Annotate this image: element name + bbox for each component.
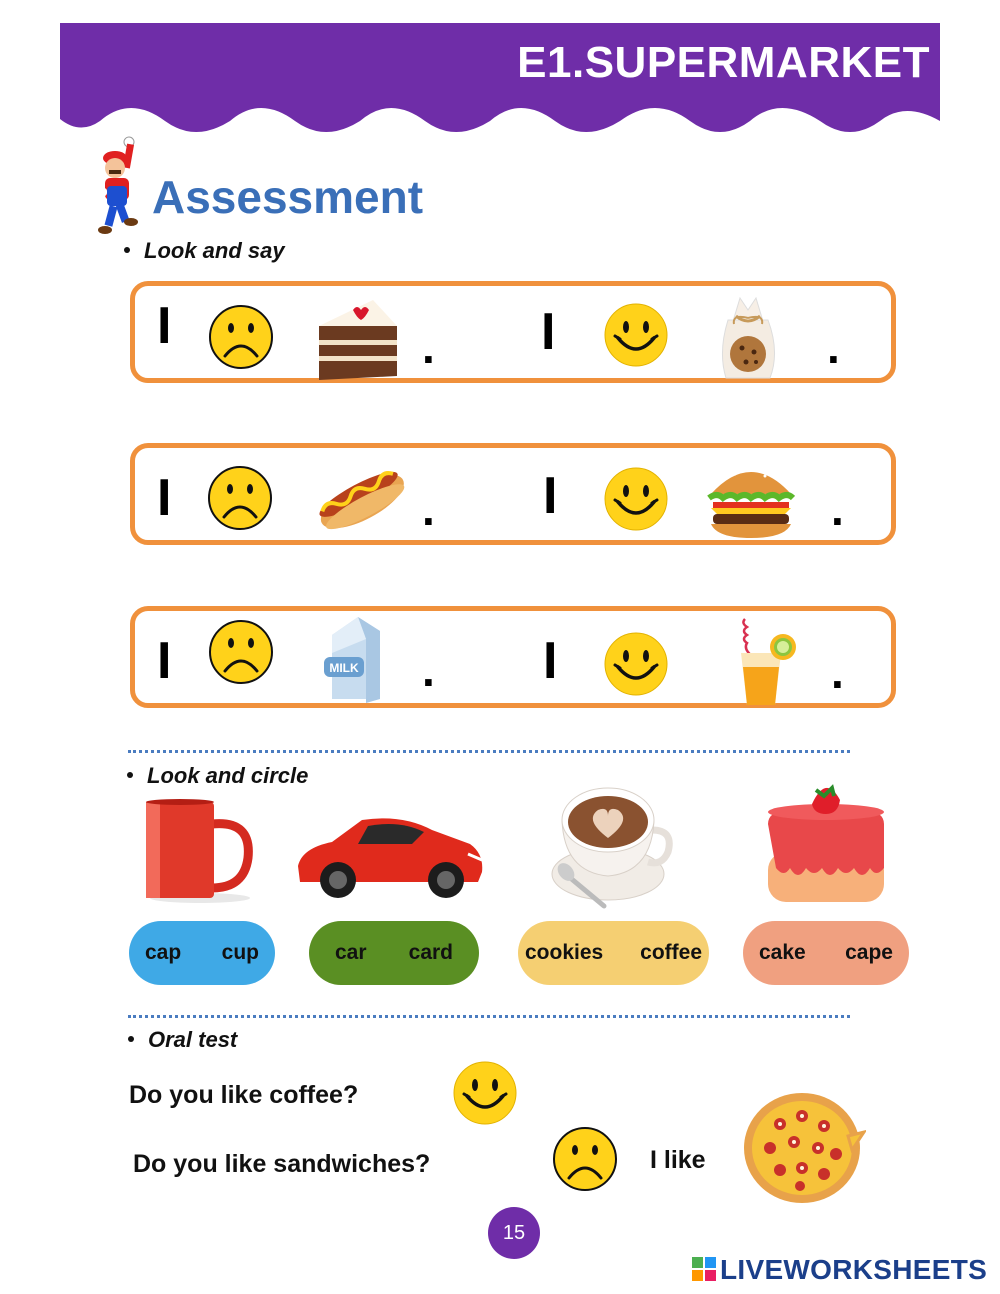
strawberry-cake-icon <box>760 784 892 912</box>
pronoun: I <box>157 632 172 690</box>
page-title: E1.SUPERMARKET <box>517 38 930 87</box>
bullet-icon <box>128 1036 134 1042</box>
pronoun: I <box>541 303 556 361</box>
sad-face-icon <box>207 465 273 531</box>
word-choice-3 <box>518 921 709 985</box>
smiley-face-icon <box>603 302 669 368</box>
option-card[interactable]: card <box>408 941 453 964</box>
sad-face-icon <box>208 619 274 685</box>
sentence-period: . <box>422 644 435 696</box>
sentence-row-2 <box>130 443 896 545</box>
oral-test-heading <box>128 1027 237 1053</box>
pronoun: I <box>157 469 172 527</box>
coffee-cup-icon <box>548 780 674 916</box>
look-and-say-heading <box>124 238 285 264</box>
hot-dog-icon <box>310 456 410 538</box>
bullet-icon <box>124 247 130 253</box>
section-divider <box>128 750 850 753</box>
liveworksheets-logo-icon <box>692 1257 716 1281</box>
red-cup-icon <box>140 798 256 906</box>
option-cup[interactable]: cup <box>221 941 259 964</box>
option-cape[interactable]: cape <box>845 941 893 964</box>
pronoun: I <box>543 632 558 690</box>
sentence-period: . <box>831 483 844 535</box>
sentence-row-3 <box>130 606 896 708</box>
page-number: 15 <box>488 1207 540 1259</box>
sad-face-icon <box>208 304 274 370</box>
hamburger-icon <box>705 454 797 540</box>
pronoun: I <box>157 297 172 355</box>
sad-face-icon <box>552 1126 618 1192</box>
cookie-bag-icon <box>710 292 786 382</box>
heading-text: Look and circle <box>147 763 309 788</box>
answer-i-like: I like <box>650 1146 706 1174</box>
heading-text: Look and say <box>144 238 285 263</box>
orange-juice-icon <box>733 613 803 705</box>
sentence-period: . <box>422 321 435 373</box>
word-choice-2 <box>309 921 479 985</box>
brand-name[interactable]: LIVEWORKSHEETS <box>720 1254 988 1285</box>
question-sandwiches: Do you like sandwiches? <box>133 1150 431 1178</box>
option-cap[interactable]: cap <box>145 941 182 964</box>
bullet-icon <box>127 772 133 778</box>
red-car-icon <box>292 810 486 902</box>
look-and-circle-heading <box>127 763 308 789</box>
svg-text:MILK: MILK <box>329 661 359 675</box>
cake-slice-icon <box>313 296 403 380</box>
heading-text: Oral test <box>148 1027 238 1052</box>
pronoun: I <box>543 467 558 525</box>
sentence-period: . <box>827 321 840 373</box>
sentence-row-1 <box>130 281 896 383</box>
question-coffee: Do you like coffee? <box>129 1081 359 1109</box>
sentence-period: . <box>831 646 844 698</box>
smiley-face-icon <box>452 1060 518 1126</box>
option-cake[interactable]: cake <box>759 941 806 964</box>
milk-carton-icon <box>318 613 394 705</box>
pizza-icon <box>740 1090 866 1208</box>
section-title: Assessment <box>152 171 424 223</box>
sentence-period: . <box>422 483 435 535</box>
word-choice-1 <box>129 921 275 985</box>
option-car[interactable]: car <box>335 941 367 964</box>
option-coffee[interactable]: coffee <box>640 941 702 964</box>
mario-mascot-icon <box>95 136 145 236</box>
section-divider <box>128 1015 850 1018</box>
option-cookies[interactable]: cookies <box>525 941 604 964</box>
smiley-face-icon <box>603 631 669 697</box>
smiley-face-icon <box>603 466 669 532</box>
word-choice-4 <box>743 921 909 985</box>
